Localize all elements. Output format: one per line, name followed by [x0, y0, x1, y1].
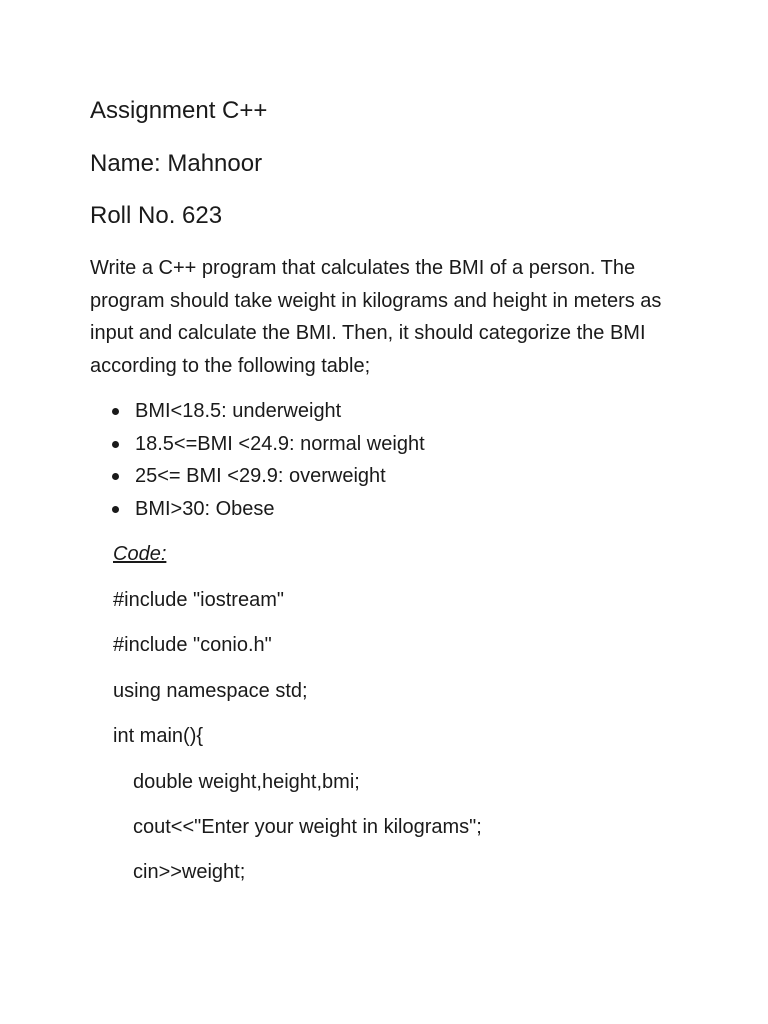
list-item	[90, 395, 425, 428]
code-line: int main(){	[113, 725, 204, 747]
list-item-text: 18.5<=BMI <24.9: normal weight	[135, 432, 425, 455]
code-line: #include "iostream"	[113, 589, 284, 611]
code-line: cin>>weight;	[133, 861, 246, 883]
code-line: double weight,height,bmi;	[133, 771, 360, 793]
student-name: Name: Mahnoor	[90, 150, 263, 177]
question-paragraph: Write a C++ program that calculates the BMI of a person. The program should take weight in kilograms and height in meters as input and calculate the BMI. Then, it should categorize the BMI according to the following table;	[90, 257, 662, 377]
assignment-title: Assignment C++	[90, 97, 268, 124]
roll-number: Roll No. 623	[90, 202, 223, 229]
bmi-category-list	[90, 395, 425, 525]
bullet-icon	[112, 441, 119, 448]
bullet-icon	[112, 408, 119, 415]
code-line: cout<<"Enter your weight in kilograms";	[133, 816, 482, 838]
code-label: Code:	[113, 543, 167, 565]
list-item	[90, 493, 425, 526]
bullet-icon	[112, 473, 119, 480]
code-line: #include "conio.h"	[113, 634, 272, 656]
code-line: using namespace std;	[113, 680, 308, 702]
bullet-icon	[112, 506, 119, 513]
list-item-text: BMI<18.5: underweight	[135, 400, 342, 422]
list-item	[90, 460, 425, 493]
list-item-text: BMI>30: Obese	[135, 497, 275, 520]
list-item-text: 25<= BMI <29.9: overweight	[135, 465, 386, 487]
list-item	[90, 428, 425, 461]
